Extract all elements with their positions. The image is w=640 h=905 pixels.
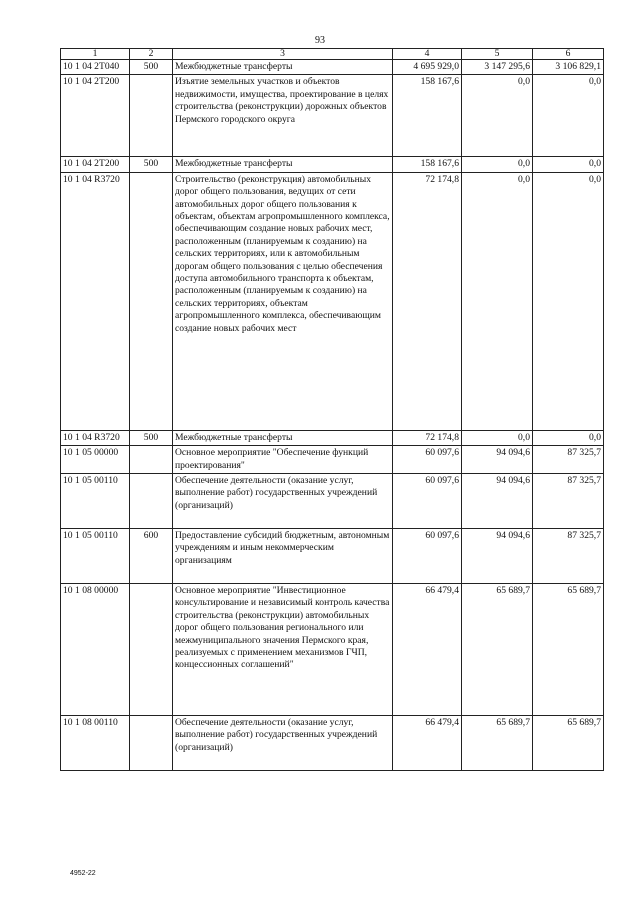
header-row [61,49,604,60]
row-value-3: 0,0 [533,172,604,430]
row-type [130,716,173,771]
row-code: 10 1 05 00000 [61,446,130,474]
row-value-1: 72 174,8 [393,172,462,430]
row-value-1: 66 479,4 [393,716,462,771]
footer-document-code: 4952-22 [70,870,96,877]
column-header: 4 [393,49,462,60]
row-name: Основное мероприятие "Обеспечение функций проектирования" [173,446,393,474]
row-value-1: 66 479,4 [393,584,462,716]
row-type: 500 [130,430,173,445]
row-name: Предоставление субсидий бюджетным, автономным учреждениям и иным некоммерческим организациям [173,529,393,584]
row-type [130,172,173,430]
row-value-3: 0,0 [533,157,604,172]
row-value-2: 94 094,6 [462,529,533,584]
row-name: Обеспечение деятельности (оказание услуг, выполнение работ) государственных учреждений (организаций) [173,474,393,529]
row-value-2: 94 094,6 [462,474,533,529]
row-value-3: 0,0 [533,430,604,445]
row-name: Обеспечение деятельности (оказание услуг, выполнение работ) государственных учреждений (организаций) [173,716,393,771]
row-value-2: 0,0 [462,430,533,445]
row-type: 500 [130,60,173,75]
row-code: 10 1 08 00110 [61,716,130,771]
table-row [61,60,604,75]
table-row [61,529,604,584]
page-number: 93 [315,35,325,46]
row-code: 10 1 04 R3720 [61,172,130,430]
row-name: Межбюджетные трансферты [173,60,393,75]
row-type [130,474,173,529]
column-header: 3 [173,49,393,60]
row-value-1: 60 097,6 [393,529,462,584]
row-value-3: 65 689,7 [533,716,604,771]
table-row [61,584,604,716]
row-code: 10 1 04 2T040 [61,60,130,75]
row-value-3: 87 325,7 [533,529,604,584]
row-value-2: 94 094,6 [462,446,533,474]
row-type [130,584,173,716]
table-row [61,157,604,172]
row-value-1: 60 097,6 [393,474,462,529]
row-value-3: 65 689,7 [533,584,604,716]
row-value-1: 72 174,8 [393,430,462,445]
row-value-2: 0,0 [462,157,533,172]
column-header: 1 [61,49,130,60]
row-type: 600 [130,529,173,584]
row-name: Изъятие земельных участков и объектов недвижимости, имущества, проектирование в целях строительства (реконструкции) дорожных объектов Пермского городского округа [173,75,393,157]
column-header: 2 [130,49,173,60]
row-value-2: 65 689,7 [462,584,533,716]
table-row [61,446,604,474]
column-header: 6 [533,49,604,60]
row-value-2: 65 689,7 [462,716,533,771]
row-value-3: 0,0 [533,75,604,157]
row-value-1: 4 695 929,0 [393,60,462,75]
row-type [130,75,173,157]
row-value-1: 60 097,6 [393,446,462,474]
row-value-3: 87 325,7 [533,446,604,474]
row-name: Межбюджетные трансферты [173,157,393,172]
row-value-2: 0,0 [462,172,533,430]
table-row [61,430,604,445]
table-row [61,172,604,430]
row-value-1: 158 167,6 [393,157,462,172]
row-code: 10 1 04 2T200 [61,75,130,157]
row-value-3: 87 325,7 [533,474,604,529]
row-value-2: 3 147 295,6 [462,60,533,75]
row-type [130,446,173,474]
row-code: 10 1 05 00110 [61,474,130,529]
row-name: Строительство (реконструкция) автомобильных дорог общего пользования, ведущих от сети автомобильных дорог общего пользования к объектам, объектам агропромышленного комплекса, обеспечивающим создание новых рабочих мест, расположенным (планируемым к созданию) на сельских территориях, или к автомобильным дорогам общего пользования с целью обеспечения доступа автомобильного транспорта к объектам, расположенным (планируемым к созданию) на сельских территориях, объектам агропромышленного комплекса, обеспечивающим создание новых рабочих мест [173,172,393,430]
row-name: Основное мероприятие "Инвестиционное консультирование и независимый контроль качества строительства (реконструкции) автомобильных дорог общего пользования регионального или межмуниципального значения Пермского края, реализуемых с применением механизмов ГЧП, концессионных соглашений" [173,584,393,716]
column-header: 5 [462,49,533,60]
row-code: 10 1 05 00110 [61,529,130,584]
row-value-2: 0,0 [462,75,533,157]
table-row [61,474,604,529]
row-code: 10 1 08 00000 [61,584,130,716]
table-row [61,716,604,771]
row-code: 10 1 04 2T200 [61,157,130,172]
row-type: 500 [130,157,173,172]
budget-table [60,48,604,771]
row-name: Межбюджетные трансферты [173,430,393,445]
row-value-1: 158 167,6 [393,75,462,157]
row-value-3: 3 106 829,1 [533,60,604,75]
table-row [61,75,604,157]
row-code: 10 1 04 R3720 [61,430,130,445]
